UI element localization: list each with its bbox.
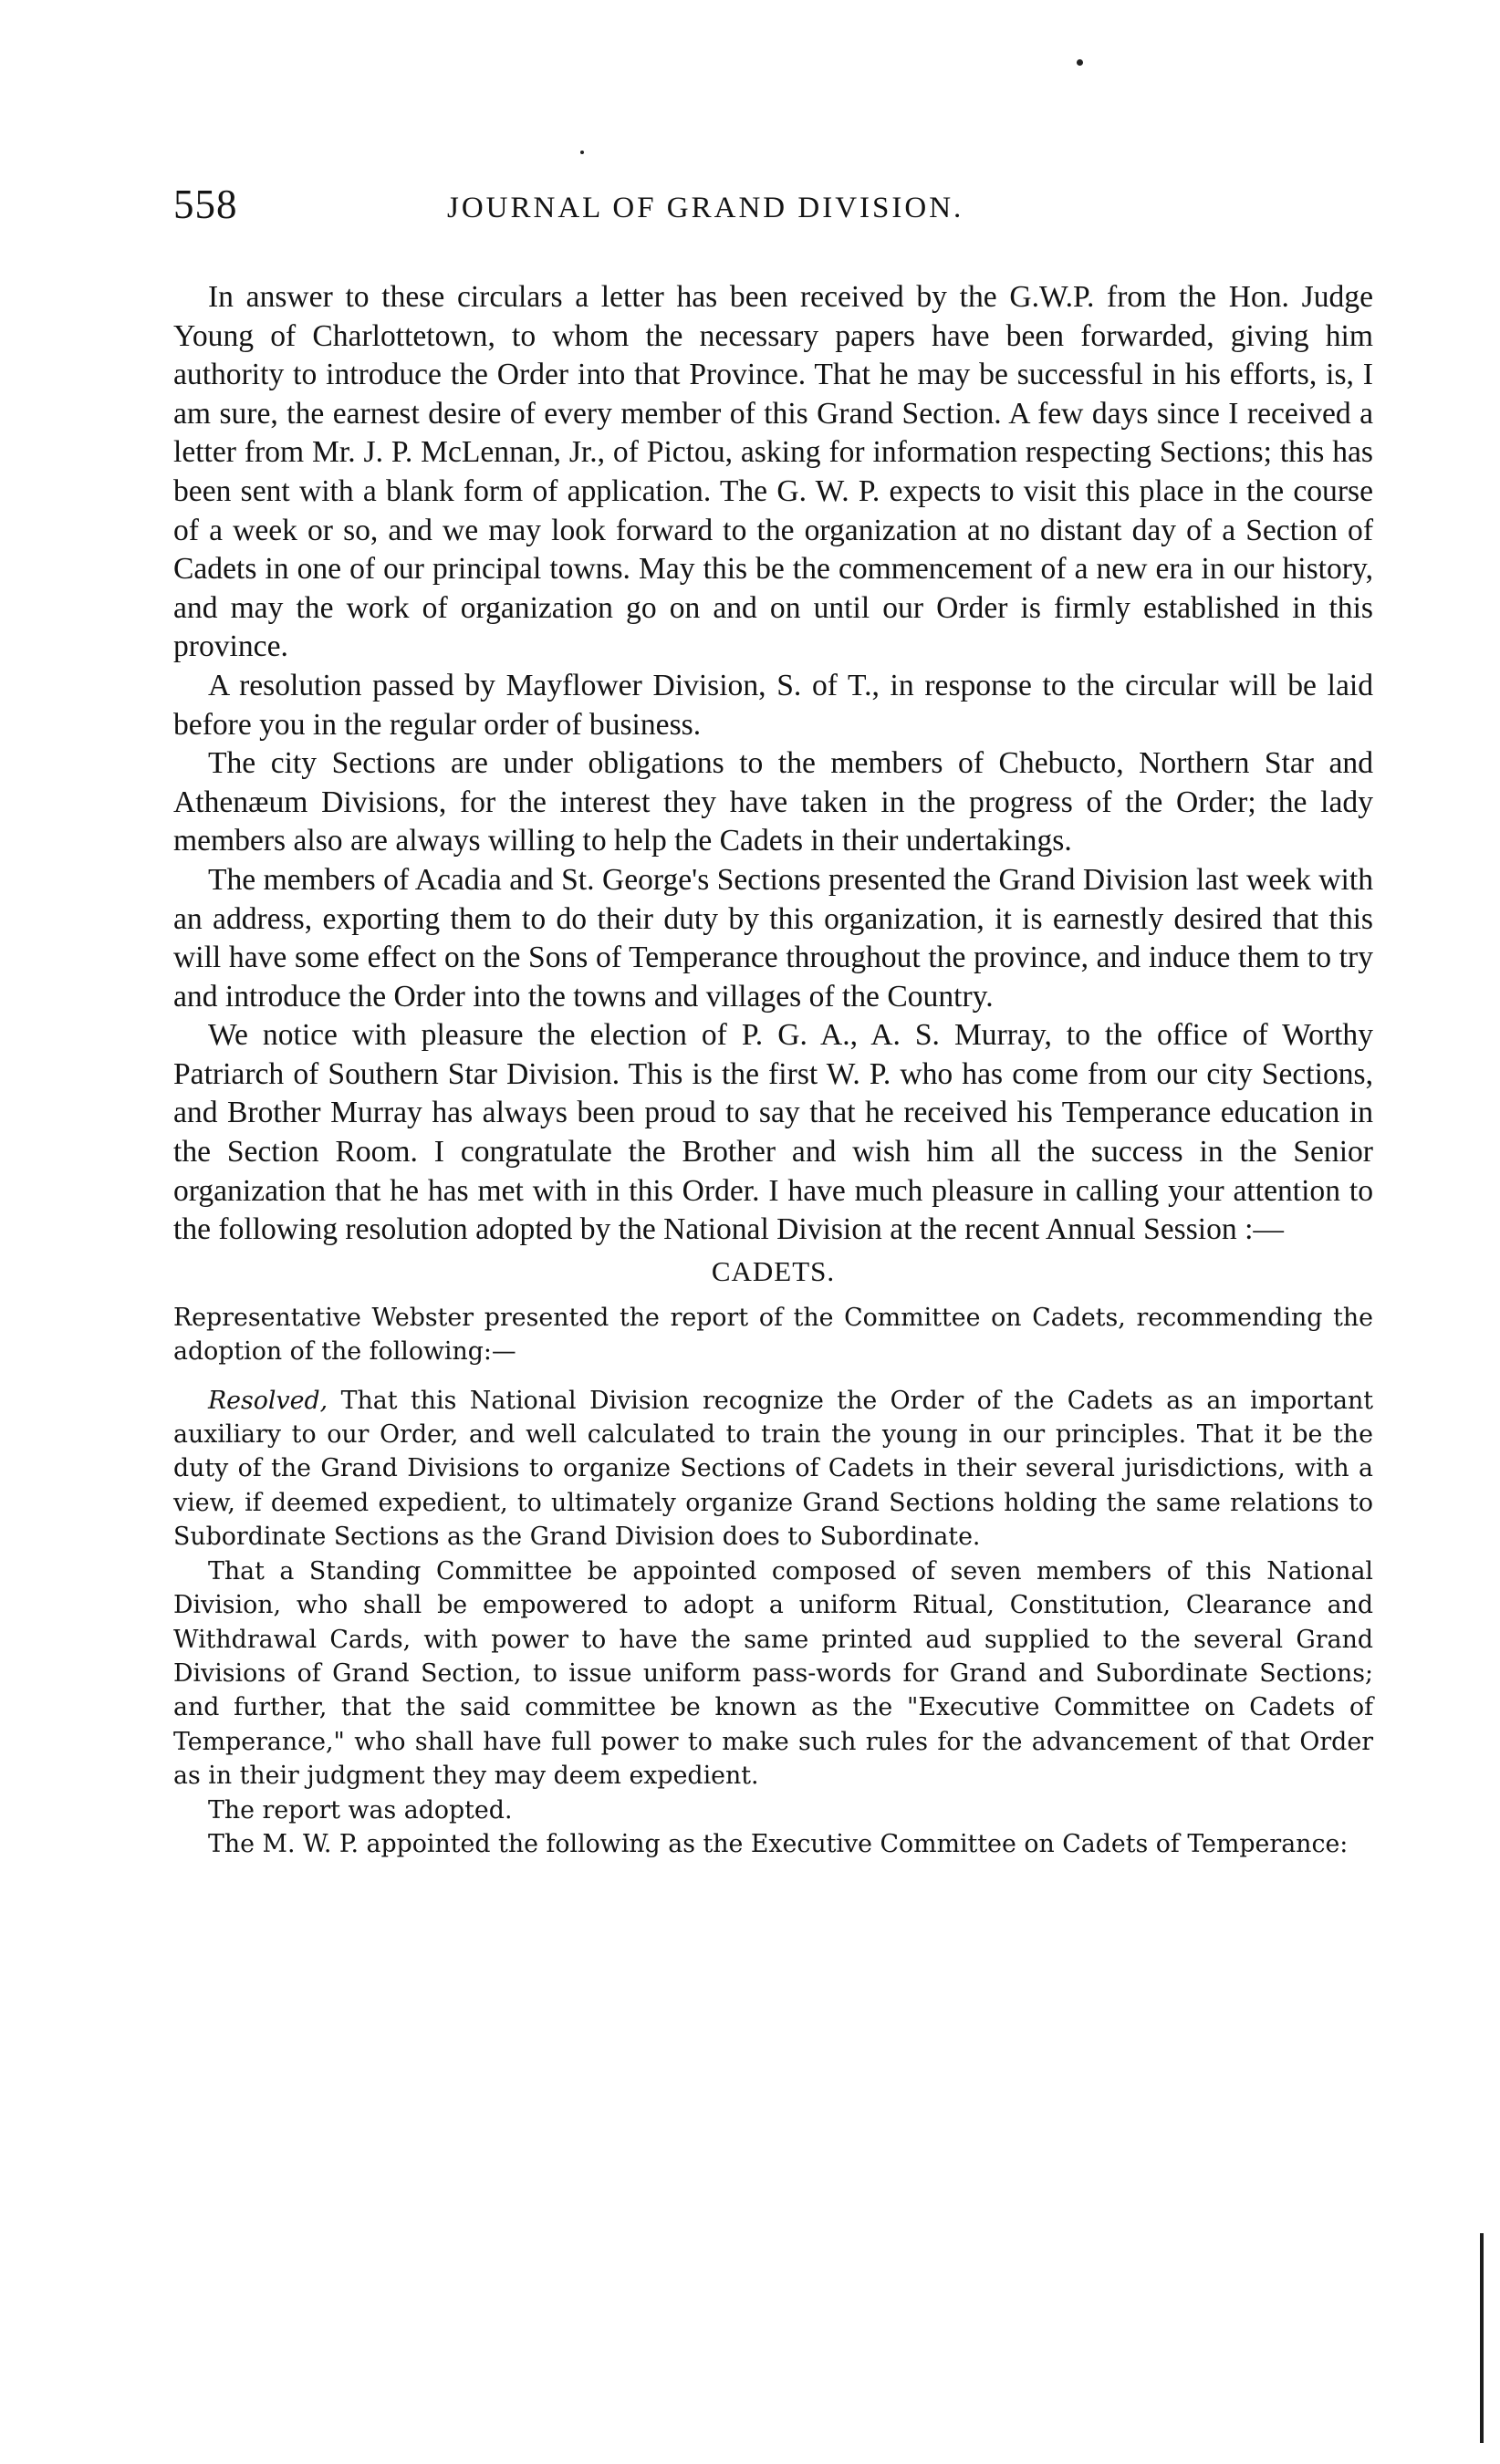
resolved-text: That this National Division recognize the Order of the Cadets as an important auxiliary to our Order, and well calculated to train the young in our principles. That it be the duty of the Grand Divisions to organize Sections of Cadets in their several jurisdictions, with a view, if deemed expedient, to ultimately organize Grand Sections holding the same relations to Subordinate Sections as the Grand Division does to Subordinate. bbox=[173, 1386, 1373, 1552]
report-intro: Representative Webster presented the report of the Committee on Cadets, recommending the adoption of the following:— bbox=[173, 1303, 1373, 1367]
paragraph: In answer to these circulars a letter has been received by the G.W.P. from the Hon. Judge Young of Charlottetown, to whom the necessary papers have been forwarded, giving him authority to introduce the Order into that Province. That he may be successful in his efforts, is, I am sure, the earnest desire of every member of this Grand Section. A few days since I received a letter from Mr. J. P. McLennan, Jr., of Pictou, asking for information respecting Sections; this has been sent with a blank form of application. The G. W. P. expects to visit this place in the course of a week or so, and we may look forward to the organization at no distant day of a Section of Cadets in one of our principal towns. May this be the commencement of a new era in our history, and may the work of organization go on and on until our Order is firmly established in this province. bbox=[173, 280, 1373, 664]
margin-rule bbox=[1480, 2233, 1484, 2443]
ink-speck bbox=[1077, 59, 1083, 66]
page-number: 558 bbox=[173, 182, 238, 227]
section-heading: CADETS. bbox=[711, 1254, 836, 1287]
ink-speck bbox=[580, 151, 584, 154]
resolved-lead: Resolved, bbox=[208, 1386, 328, 1415]
running-head: JOURNAL OF GRAND DIVISION. bbox=[447, 192, 964, 224]
adopted-paragraph: The report was adopted. bbox=[208, 1795, 513, 1825]
paragraph: A resolution passed by Mayflower Division, S. of T., in response to the circular will be laid before you in the regular order of business. bbox=[173, 668, 1373, 742]
page-header bbox=[173, 181, 1378, 235]
appointed-paragraph: The M. W. P. appointed the following as the Executive Committee on Cadets of Temperance: bbox=[208, 1829, 1349, 1858]
paragraph: The members of Acadia and St. George's Sections presented the Grand Division last week with an address, exporting them to do their duty by this organization, it is earnestly desired that this will have some effect on the Sons of Temperance throughout the province, and induce them to try and introduce the Order into the towns and villages of the Country. bbox=[173, 862, 1373, 1014]
standing-committee-paragraph: That a Standing Committee be appointed composed of seven members of this National Division, who shall be empowered to adopt a uniform Ritual, Constitution, Clearance and Withdrawal Cards, with power to have the same printed aud supplied to the several Grand Divisions of Grand Section, to issue uniform pass-words for Grand and Subordinate Sections; and further, that the said committee be known as the "Executive Committee on Cadets of Temperance," who shall have full power to make such rules for the advancement of that Order as in their judgment they may deem expedient. bbox=[173, 1556, 1373, 1791]
resolution-paragraph bbox=[173, 1384, 1373, 1554]
body-text bbox=[173, 278, 1373, 1861]
paragraph: The city Sections are under obligations to the members of Chebucto, Northern Star and Athenæum Divisions, for the interest they have taken in the progress of the Order; the lady members also are always willing to help the Cadets in their undertakings. bbox=[173, 746, 1373, 858]
report-block bbox=[173, 1301, 1373, 1862]
spacer bbox=[173, 1369, 1373, 1384]
paragraph: We notice with pleasure the election of P. G. A., A. S. Murray, to the office of Worthy Patriarch of Southern Star Division. This is the first W. P. who has come from our city Sections, and Brother Murray has always been proud to say that he received his Temperance education in the Section Room. I congratulate the Brother and wish him all the success in the Senior organization that he has met with in this Order. I have much pleasure in calling your attention to the following resolution adopted by the National Division at the recent Annual Session :— bbox=[173, 1018, 1373, 1247]
